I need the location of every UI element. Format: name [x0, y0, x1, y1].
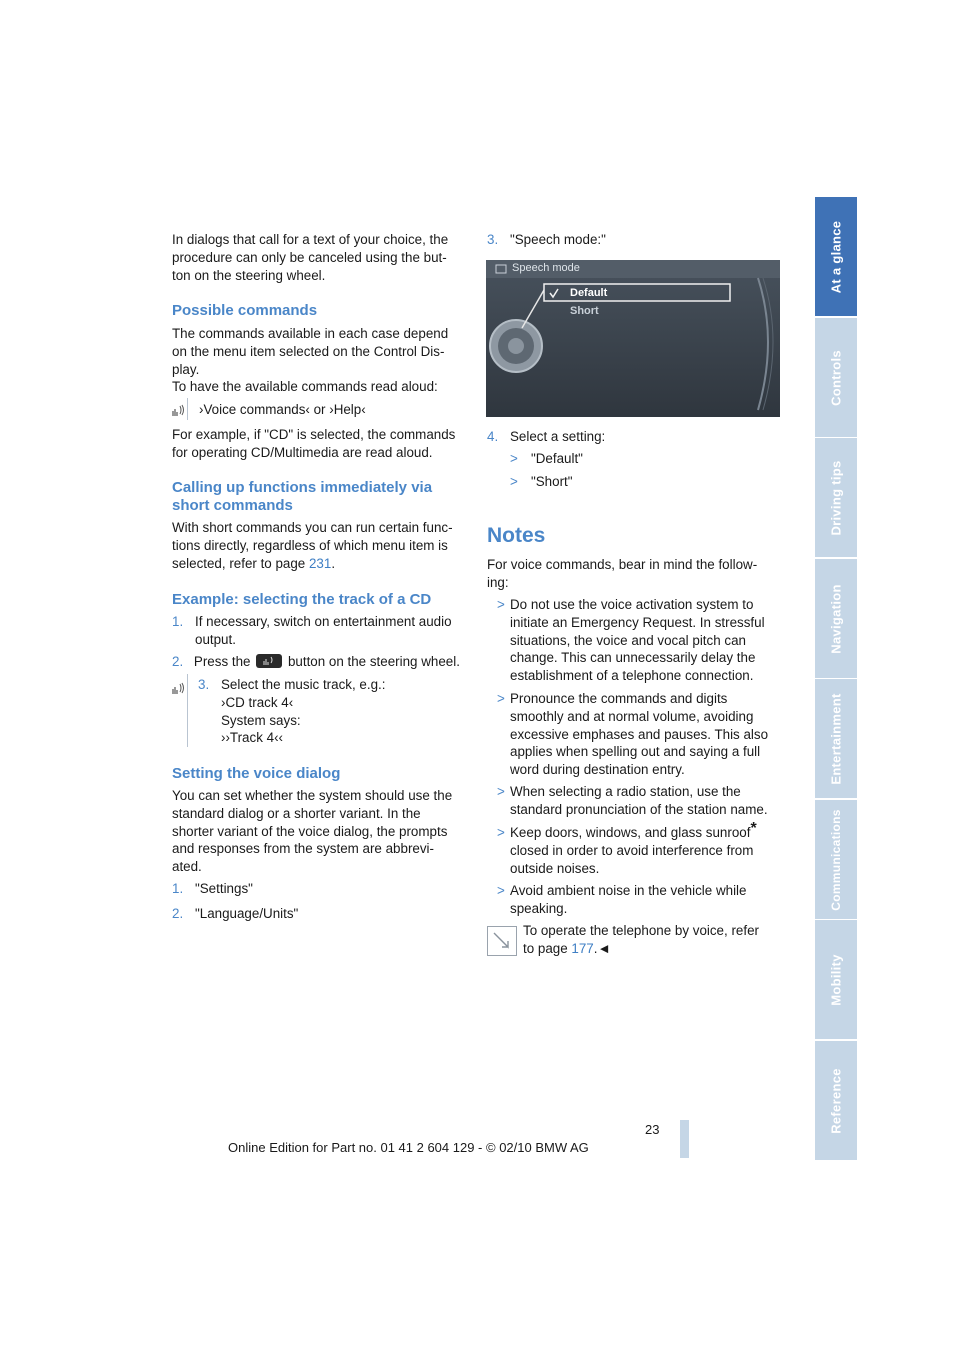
voice-command-text: ›Voice commands‹ or ›Help‹: [199, 402, 366, 417]
settings-step-4: 4. Select a setting:: [487, 429, 606, 444]
heading-setting-voice-dialog: Setting the voice dialog: [172, 765, 341, 782]
optional-equipment-star: *: [750, 820, 757, 837]
screen-title: Speech mode: [512, 262, 580, 274]
voice-command-icon: [171, 402, 187, 418]
tab-entertainment[interactable]: Entertainment: [815, 679, 857, 798]
notes-bullet-1: > Do not use the voice activation system to initiate an Emergency Request. In stressful situations, the voice and vocal pitch can change. This can unnecessarily delay the establishment of a telephone connection.: [497, 597, 765, 684]
notes-bullet-5: > Avoid ambient noise in the vehicle while speaking.: [497, 883, 747, 916]
calling-paragraph: With short commands you can run certain func- tions directly, regardless of which menu item is selected, refer to page 231.: [172, 520, 453, 571]
telephone-note: To operate the telephone by voice, refer to page 177.◄: [523, 923, 759, 956]
settings-step-1: 1. "Settings": [172, 881, 253, 896]
tab-navigation[interactable]: Navigation: [815, 559, 857, 678]
tab-at-a-glance[interactable]: At a glance: [815, 197, 857, 316]
heading-notes: Notes: [487, 524, 546, 547]
footer-edition: Online Edition for Part no. 01 41 2 604 129 - © 02/10 BMW AG: [228, 1140, 589, 1155]
tab-mobility[interactable]: Mobility: [815, 920, 857, 1039]
page-number: 23: [645, 1122, 660, 1137]
tab-driving-tips[interactable]: Driving tips: [815, 438, 857, 557]
speech-mode-screen: [486, 260, 780, 417]
intro-paragraph: In dialogs that call for a text of your choice, the procedure can only be canceled using the but- ton on the steering wheel.: [172, 232, 449, 283]
screen-option-short: Short: [570, 305, 599, 317]
voice-command-icon: [171, 680, 187, 696]
notes-bullet-2: > Pronounce the commands and digits smoothly and at normal volume, avoiding excessive emphases and pauses. This also applies when spelling out and saying a full word during destination entry.: [497, 691, 769, 778]
settings-step-3: 3. "Speech mode:": [487, 232, 606, 247]
notes-intro: For voice commands, bear in mind the follow- ing:: [487, 557, 758, 590]
heading-calling-up-functions: Calling up functions immediately via short commands: [172, 479, 433, 514]
screen-option-default: Default: [570, 287, 608, 299]
option-short: > "Short": [510, 474, 573, 489]
tab-reference[interactable]: Reference: [815, 1041, 857, 1160]
section-tabs: [815, 197, 857, 1160]
example-paragraph: For example, if "CD" is selected, the commands for operating CD/Multimedia are read aloud.: [172, 427, 456, 460]
tab-controls[interactable]: Controls: [815, 318, 857, 437]
step3-block-bar: [187, 674, 188, 747]
screen-graphic: [486, 260, 780, 417]
footer-marker: [680, 1120, 689, 1158]
notes-bullet-4: > Keep doors, windows, and glass sunroof* closed in order to avoid interference from outside noises.: [497, 820, 757, 876]
heading-example-cd-track: Example: selecting the track of a CD: [172, 591, 432, 608]
settings-step-2: 2. "Language/Units": [172, 906, 299, 921]
voice-block-bar: [187, 398, 188, 420]
possible-commands-paragraph: The commands available in each case depend on the menu item selected on the Control Dis- play. To have the available commands read aloud:: [172, 326, 449, 395]
heading-possible-commands: Possible commands: [172, 302, 318, 319]
tab-communications[interactable]: Communications: [815, 800, 857, 919]
setting-paragraph: You can set whether the system should use the standard dialog or a shorter variant. In the shorter variant of the voice dialog, the prompts and responses from the system are abbrevi- ated.: [172, 788, 453, 875]
notes-bullet-3: > When selecting a radio station, use the standard pronunciation of the station name.: [497, 784, 768, 817]
step-1: 1. If necessary, switch on entertainment audio output.: [172, 614, 452, 647]
voice-button-icon: [256, 654, 282, 668]
page-link-231[interactable]: 231: [308, 555, 332, 571]
page-link-177[interactable]: 177: [571, 940, 594, 956]
step-2: 2. Press the button on the steering wheel.: [172, 654, 460, 669]
option-default: > "Default": [510, 451, 583, 466]
step-3: 3. Select the music track, e.g.: ›CD track 4‹ System says: ››Track 4‹‹: [198, 677, 386, 746]
note-icon: [487, 926, 517, 956]
